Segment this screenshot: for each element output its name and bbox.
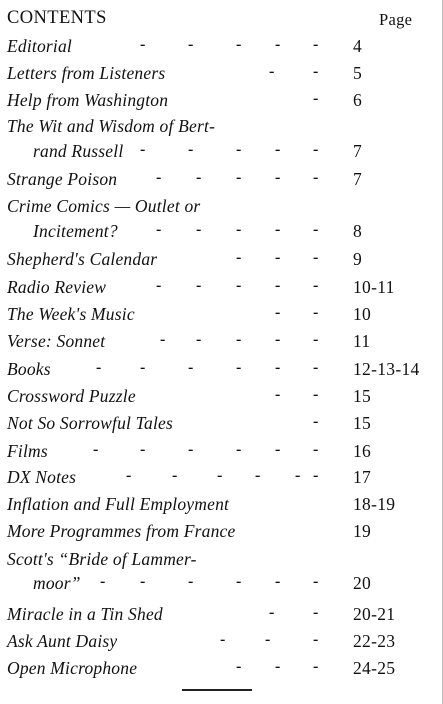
entry-page-number: 20 (353, 573, 372, 593)
dot-leader: - (217, 467, 223, 484)
dot-leader: - (220, 631, 226, 648)
entry-title: Ask Aunt Daisy (7, 631, 118, 651)
contents-entry (7, 631, 437, 653)
dot-leader: - (269, 604, 275, 621)
entry-title: The Week's Music (7, 304, 135, 324)
entry-title: Verse: Sonnet (7, 331, 106, 351)
dot-leader: - (313, 36, 319, 53)
entry-page-number: 20-21 (353, 604, 396, 624)
dot-leader: - (275, 359, 281, 376)
entry-title: Strange Poison (7, 169, 118, 189)
dot-leader: - (275, 386, 281, 403)
dot-leader: - (156, 221, 162, 238)
dot-leader: - (126, 467, 132, 484)
entry-page-number: 10 (353, 304, 372, 324)
dot-leader: - (96, 359, 102, 376)
dot-leader: - (188, 441, 194, 458)
contents-entry (7, 359, 437, 381)
dot-leader: - (236, 36, 242, 53)
dot-leader: - (196, 169, 202, 186)
contents-entry (7, 441, 437, 463)
dot-leader: - (156, 277, 162, 294)
dot-leader: - (236, 169, 242, 186)
entry-page-number: 17 (353, 467, 372, 487)
contents-entry (7, 604, 437, 626)
dot-leader: - (313, 604, 319, 621)
dot-leader: - (313, 249, 319, 266)
closing-rule (182, 689, 252, 691)
contents-entry (7, 467, 437, 489)
entry-page-number: 6 (353, 90, 363, 110)
entry-page-number: 11 (353, 331, 371, 351)
entry-page-number: 24-25 (353, 658, 396, 678)
entry-page-number: 7 (353, 141, 363, 161)
entry-title: Open Microphone (7, 658, 138, 678)
dot-leader: - (236, 221, 242, 238)
contents-entry (7, 169, 437, 191)
dot-leader: - (188, 359, 194, 376)
dot-leader: - (313, 221, 319, 238)
dot-leader: - (236, 277, 242, 294)
dot-leader: - (275, 658, 281, 675)
contents-entry (7, 494, 437, 516)
dot-leader: - (140, 359, 146, 376)
entry-page-number: 15 (353, 386, 372, 406)
contents-entry (7, 196, 437, 218)
dot-leader: - (160, 331, 166, 348)
entry-page-number: 10-11 (353, 277, 395, 297)
entry-title: Not So Sorrowful Tales (7, 413, 173, 433)
contents-entry (7, 277, 437, 299)
dot-leader: - (275, 221, 281, 238)
entry-title: rand Russell (33, 141, 124, 161)
entry-title: Books (7, 359, 51, 379)
contents-entry-continuation (7, 141, 437, 163)
entry-page-number: 16 (353, 441, 372, 461)
contents-entry (7, 249, 437, 271)
dot-leader: - (188, 141, 194, 158)
dot-leader: - (313, 304, 319, 321)
dot-leader: - (313, 359, 319, 376)
dot-leader: - (275, 36, 281, 53)
dot-leader: - (275, 141, 281, 158)
dot-leader: - (313, 169, 319, 186)
dot-leader: - (140, 573, 146, 590)
dot-leader: - (188, 36, 194, 53)
entry-title: moor” (33, 573, 81, 593)
dot-leader: - (275, 573, 281, 590)
entry-title: Shepherd's Calendar (7, 249, 158, 269)
dot-leader: - (275, 441, 281, 458)
entry-title: Help from Washington (7, 90, 169, 110)
dot-leader: - (275, 169, 281, 186)
dot-leader: - (156, 169, 162, 186)
entry-title: More Programmes from France (7, 521, 236, 541)
entry-title: Crossword Puzzle (7, 386, 136, 406)
dot-leader: - (275, 277, 281, 294)
entry-title: Editorial (7, 36, 72, 56)
page-column-heading: Page (379, 10, 413, 29)
dot-leader: - (313, 573, 319, 590)
contents-entry (7, 63, 437, 85)
entry-title: Scott's “Bride of Lammer- (7, 549, 197, 569)
contents-entry-continuation (7, 221, 437, 243)
dot-leader: - (313, 467, 319, 484)
contents-entry (7, 36, 437, 58)
entry-title: Miracle in a Tin Shed (7, 604, 163, 624)
entry-page-number: 5 (353, 63, 363, 83)
dot-leader: - (236, 658, 242, 675)
entry-title: Letters from Listeners (7, 63, 166, 83)
dot-leader: - (275, 331, 281, 348)
contents-entry-continuation (7, 573, 437, 595)
entry-page-number: 7 (353, 169, 363, 189)
dot-leader: - (313, 658, 319, 675)
dot-leader: - (269, 63, 275, 80)
dot-leader: - (172, 467, 178, 484)
contents-entry (7, 90, 437, 112)
dot-leader: - (295, 467, 301, 484)
entry-page-number: 22-23 (353, 631, 396, 651)
dot-leader: - (196, 331, 202, 348)
entry-page-number: 19 (353, 521, 372, 541)
dot-leader: - (140, 441, 146, 458)
dot-leader: - (236, 249, 242, 266)
dot-leader: - (140, 141, 146, 158)
dot-leader: - (100, 573, 106, 590)
entry-page-number: 15 (353, 413, 372, 433)
entry-title: DX Notes (7, 467, 77, 487)
contents-entry (7, 521, 437, 543)
dot-leader: - (275, 249, 281, 266)
entry-page-number: 4 (353, 36, 363, 56)
entry-title: Inflation and Full Employment (7, 494, 230, 514)
entry-title: Films (7, 441, 48, 461)
dot-leader: - (236, 331, 242, 348)
dot-leader: - (313, 277, 319, 294)
contents-entry (7, 116, 437, 138)
dot-leader: - (313, 413, 319, 430)
dot-leader: - (313, 441, 319, 458)
dot-leader: - (313, 90, 319, 107)
dot-leader: - (255, 467, 261, 484)
dot-leader: - (196, 221, 202, 238)
entry-page-number: 9 (353, 249, 363, 269)
entry-page-number: 12-13-14 (353, 359, 420, 379)
dot-leader: - (188, 573, 194, 590)
entry-page-number: 8 (353, 221, 363, 241)
dot-leader: - (313, 63, 319, 80)
contents-heading: CONTENTS (7, 8, 107, 28)
dot-leader: - (275, 304, 281, 321)
contents-entry (7, 331, 437, 353)
contents-entry (7, 304, 437, 326)
dot-leader: - (93, 441, 99, 458)
contents-entry (7, 413, 437, 435)
entry-page-number: 18-19 (353, 494, 396, 514)
dot-leader: - (313, 141, 319, 158)
dot-leader: - (236, 573, 242, 590)
dot-leader: - (140, 36, 146, 53)
entry-title: The Wit and Wisdom of Bert- (7, 116, 216, 136)
dot-leader: - (313, 331, 319, 348)
entry-title: Incitement? (33, 221, 118, 241)
dot-leader: - (313, 386, 319, 403)
dot-leader: - (236, 141, 242, 158)
contents-entry (7, 549, 437, 571)
dot-leader: - (196, 277, 202, 294)
entry-title: Crime Comics — Outlet or (7, 196, 201, 216)
dot-leader: - (236, 441, 242, 458)
dot-leader: - (265, 631, 271, 648)
contents-entry (7, 386, 437, 408)
contents-entry (7, 658, 437, 680)
dot-leader: - (236, 359, 242, 376)
entry-title: Radio Review (7, 277, 107, 297)
dot-leader: - (313, 631, 319, 648)
